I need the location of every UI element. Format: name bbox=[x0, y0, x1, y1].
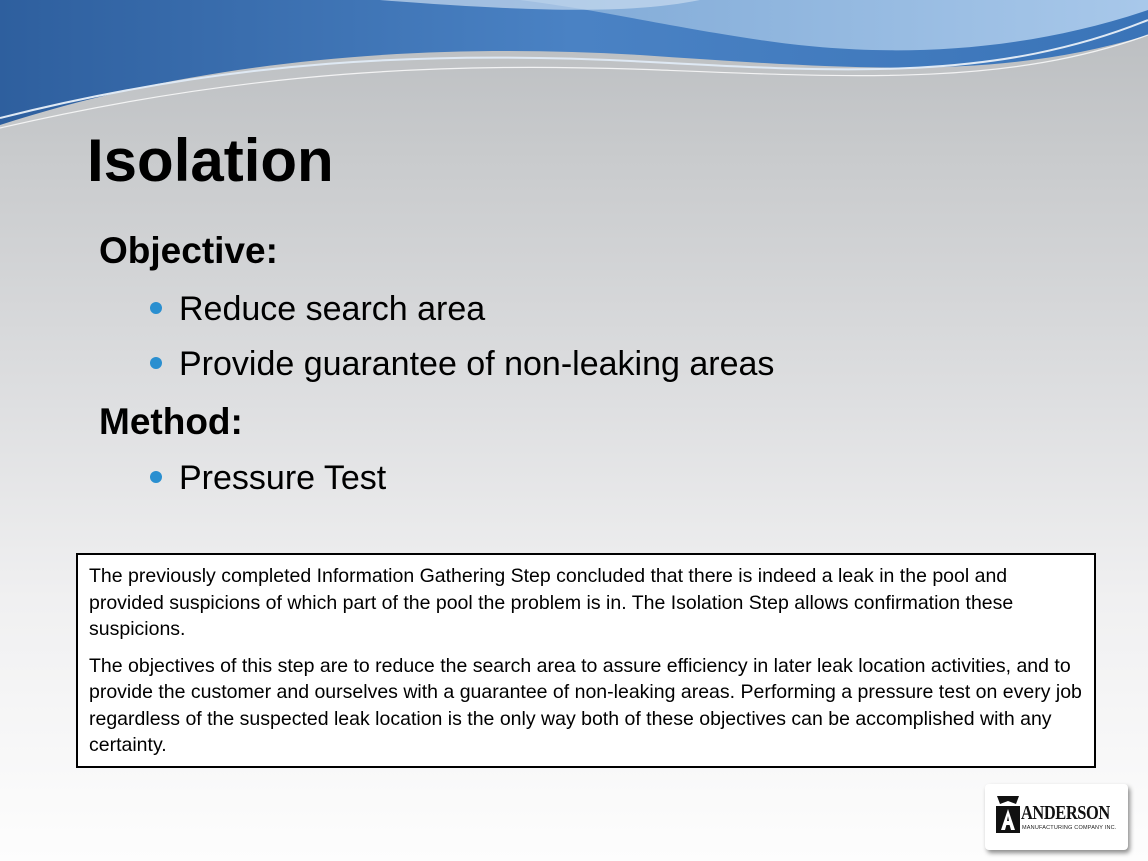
slide-title: Isolation bbox=[87, 127, 334, 194]
bullet-item bbox=[150, 458, 386, 498]
logo-wordmark: ANDERSON bbox=[1021, 802, 1110, 824]
company-logo bbox=[985, 784, 1128, 850]
notes-paragraph: The previously completed Information Gathering Step concluded that there is indeed a leak in the pool and provided suspicions of which part of the pool the problem is in. The Isolation Step allows confirmation these suspicions. bbox=[89, 565, 1014, 640]
anderson-a-icon bbox=[995, 796, 1021, 834]
header-swoosh-decoration bbox=[0, 0, 1148, 140]
bullet-icon bbox=[150, 471, 162, 483]
logo-subtitle: MANUFACTURING COMPANY INC. bbox=[1022, 825, 1117, 831]
bullet-icon bbox=[150, 357, 162, 369]
bullet-text: Reduce search area bbox=[179, 290, 486, 328]
bullet-icon bbox=[150, 302, 162, 314]
bullet-text: Pressure Test bbox=[179, 459, 387, 497]
objective-heading: Objective: bbox=[99, 230, 278, 271]
bullet-item bbox=[150, 344, 774, 384]
bullet-text: Provide guarantee of non-leaking areas bbox=[179, 345, 775, 383]
method-heading: Method: bbox=[99, 401, 243, 442]
bullet-item bbox=[150, 289, 485, 329]
notes-paragraph: The objectives of this step are to reduce the search area to assure efficiency in later leak location activities, and to provide the customer and ourselves with a guarantee of non-leaking areas. Performing a pressure test on every job regardless of the suspected leak location is the only way both of these objectives can be accomplished with any certainty. bbox=[89, 654, 1082, 756]
notes-box bbox=[76, 553, 1096, 768]
